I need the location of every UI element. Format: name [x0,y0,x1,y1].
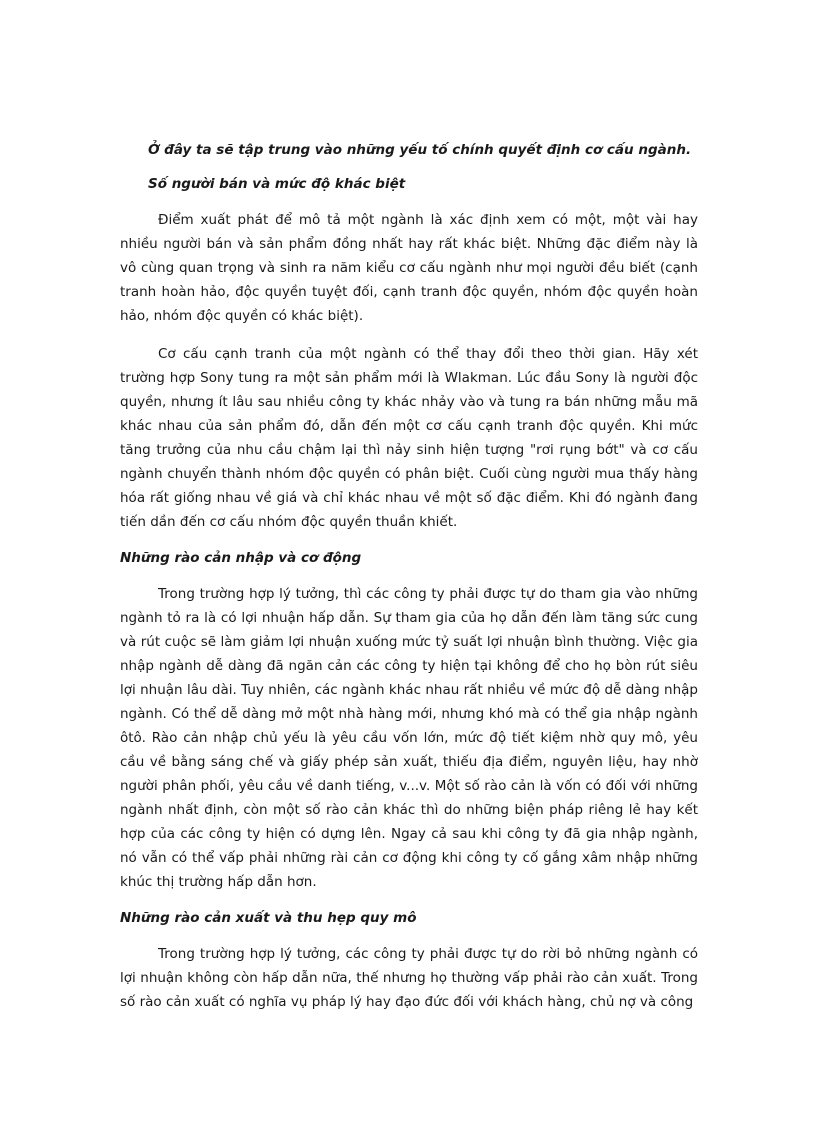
document-page [120,138,698,1014]
section-heading-exit-barriers: Những rào cản xuất và thu hẹp quy mô [120,910,417,926]
paragraph-sellers-2: Cơ cấu cạnh tranh của một ngành có thể thay đổi theo thời gian. Hãy xét trường hợp Sony tung ra một sản phẩm mới là Wlakman. Lúc đầu Sony là người độc quyền, nhưng ít lâu sau nhiều công ty khác nhảy vào và tung ra bán những mẫu mã khác nhau của sản phẩm đó, dẫn đến một cơ cấu cạnh tranh độc quyền. Khi mức tăng trưởng của nhu cầu chậm lại thì nảy sinh hiện tượng "rơi rụng bớt" và cơ cấu ngành chuyển thành nhóm độc quyền có phân biệt. Cuối cùng người mua thấy hàng hóa rất giống nhau về giá và chỉ khác nhau về một số đặc điểm. Khi đó ngành đang tiến dần đến cơ cấu nhóm độc quyền thuần khiết. [120,346,698,530]
paragraph-exit-barriers: Trong trường hợp lý tưởng, các công ty phải được tự do rời bỏ những ngành có lợi nhuận không còn hấp dẫn nữa, thế nhưng họ thường vấp phải rào cản xuất. Trong số rào cản xuất có nghĩa vụ pháp lý hay đạo đức đối với khách hàng, chủ nợ và công [120,946,698,1010]
section-heading-sellers: Số người bán và mức độ khác biệt [148,176,406,192]
section-heading-entry-barriers: Những rào cản nhập và cơ động [120,550,362,566]
intro-heading: Ở đây ta sẽ tập trung vào những yếu tố chính quyết định cơ cấu ngành. [148,142,692,158]
paragraph-entry-barriers: Trong trường hợp lý tưởng, thì các công ty phải được tự do tham gia vào những ngành tỏ ra là có lợi nhuận hấp dẫn. Sự tham gia của họ dẫn đến làm tăng sức cung và rút cuộc sẽ làm giảm lợi nhuận xuống mức tỷ suất lợi nhuận bình thường. Việc gia nhập ngành dễ dàng đã ngăn cản các công ty hiện tại không để cho họ bòn rút siêu lợi nhuận lâu dài. Tuy nhiên, các ngành khác nhau rất nhiều về mức độ dễ dàng nhập ngành. Có thể dễ dàng mở một nhà hàng mới, nhưng khó mà có thể gia nhập ngành ôtô. Rào cản nhập chủ yếu là yêu cầu vốn lớn, mức độ tiết kiệm nhờ quy mô, yêu cầu về bằng sáng chế và giấy phép sản xuất, thiếu địa điểm, nguyên liệu, hay nhờ người phân phối, yêu cầu về danh tiếng, v...v. Một số rào cản là vốn có đối với những ngành nhất định, còn một số rào cản khác thì do những biện pháp riêng lẻ hay kết hợp của các công ty hiện có dựng lên. Ngay cả sau khi công ty đã gia nhập ngành, nó vẫn có thể vấp phải những rài cản cơ động khi công ty cố gắng xâm nhập những khúc thị trường hấp dẫn hơn. [120,586,698,890]
paragraph-sellers-1: Điểm xuất phát để mô tả một ngành là xác định xem có một, một vài hay nhiều người bán và sản phẩm đồng nhất hay rất khác biệt. Những đặc điểm này là vô cùng quan trọng và sinh ra năm kiểu cơ cấu ngành như mọi người đều biết (cạnh tranh hoàn hảo, độc quyền tuyệt đối, cạnh tranh độc quyền, nhóm độc quyền hoàn hảo, nhóm độc quyền có khác biệt). [120,212,698,324]
